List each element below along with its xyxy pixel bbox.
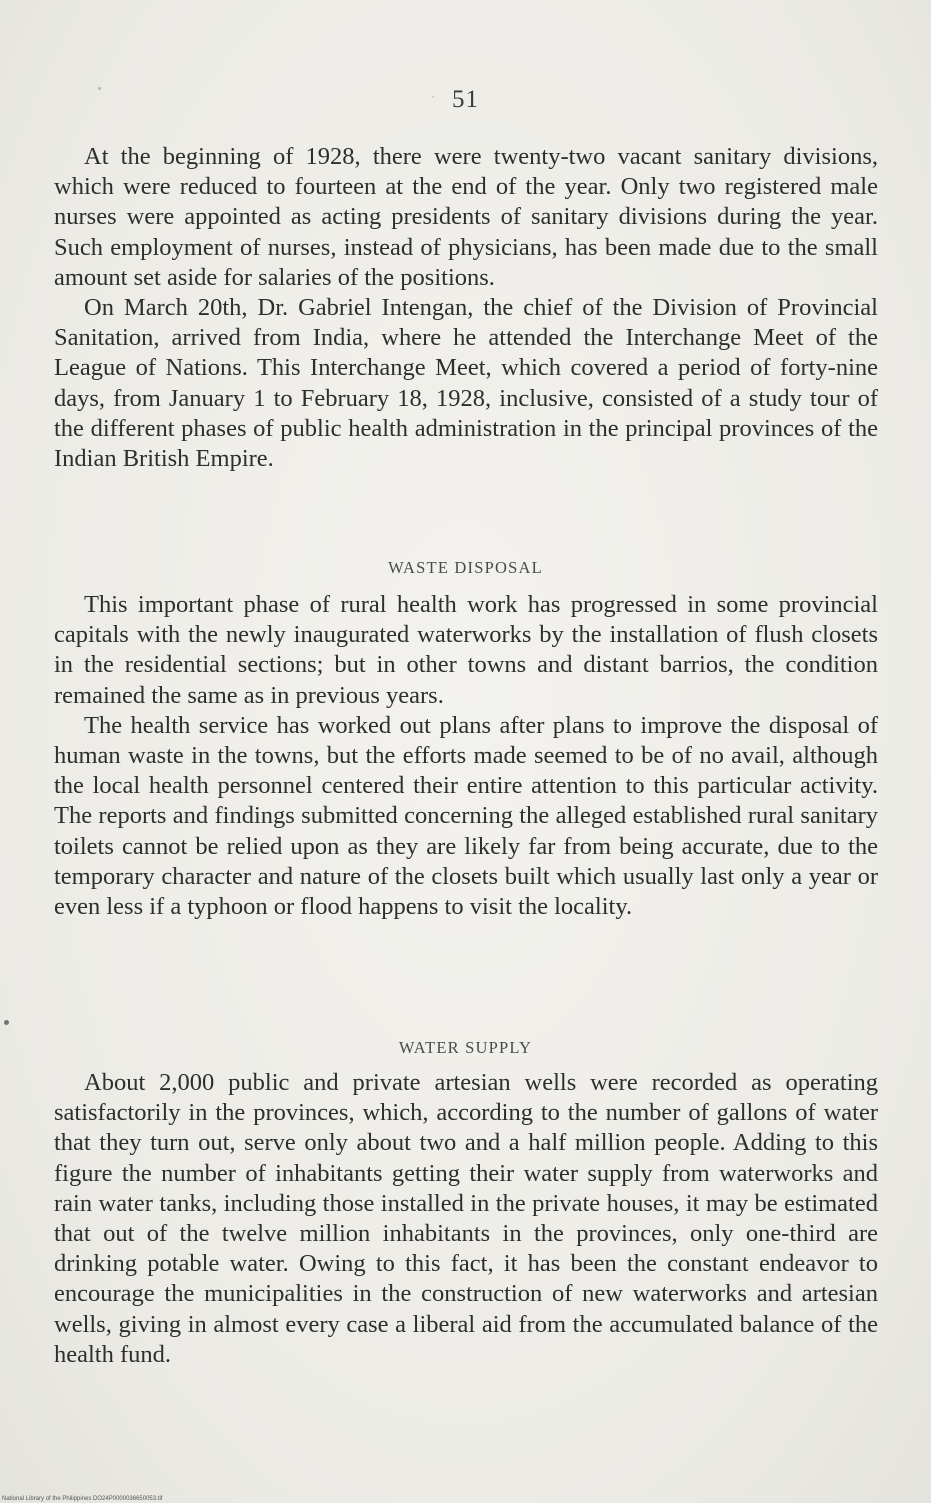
waste-disposal-section [54, 590, 878, 922]
water-supply-section [54, 1068, 878, 1370]
section-heading-waste-disposal: WASTE DISPOSAL [388, 558, 543, 577]
intro-section [54, 142, 878, 474]
paragraph-vacant-divisions: At the beginning of 1928, there were twenty-two vacant sanitary divisions, which were reduced to fourteen at the end of the year. Only two registered male nurses were appointed as acting presidents of sanitary divisions during the year. Such employment of nurses, instead of physicians, has been made due to the small amount set aside for salaries of the positions. [54, 143, 878, 291]
paragraph-artesian-wells: About 2,000 public and private artesian wells were recorded as operating satisfactorily in the provinces, which, according to the number of gallons of water that they turn out, serve only about two and a half million people. Adding to this figure the number of inhabitants getting their water supply from waterworks and rain water tanks, including those installed in the private houses, it may be estimated that out of the twelve million inhabitants in the provinces, only one-third are drinking potable water. Owing to this fact, it has been the constant endeavor to encourage the municipalities in the construction of new waterworks and artesian wells, giving in almost every case a liberal aid from the accumulated balance of the health fund. [54, 1069, 878, 1368]
paragraph-human-waste: The health service has worked out plans after plans to improve the disposal of human waste in the towns, but the efforts made seemed to be of no avail, although the local health personnel centered their entire attention to this particular activity. The reports and findings submitted concerning the alleged established rural sanitary toilets cannot be relied upon as they are likely far from being accurate, due to the temporary character and nature of the closets built which usually last only a year or even less if a typhoon or flood happens to visit the locality. [54, 711, 878, 921]
paragraph-interchange-meet: On March 20th, Dr. Gabriel Intengan, the chief of the Division of Provincial Sanitation, arrived from India, where he attended the Interchange Meet of the League of Nations. This Interchange Meet, which covered a period of forty-nine days, from January 1 to February 18, 1928, inclusive, consisted of a study tour of the different phases of public health administration in the principal provinces of the Indian British Empire. [54, 294, 878, 473]
paragraph-flush-closets: This important phase of rural health work has progressed in some provincial capitals with the newly inaugurated waterworks by the installation of flush closets in the residential sections; but in other towns and distant barrios, the condition remained the same as in previous years. [54, 591, 878, 709]
section-heading-water-supply: WATER SUPPLY [398, 1038, 533, 1057]
page-number: 51 [452, 86, 479, 113]
paper-speck [4, 1020, 9, 1025]
scan-credit: National Library of the Philippines DO24P0000036650053.tif [2, 1496, 163, 1502]
